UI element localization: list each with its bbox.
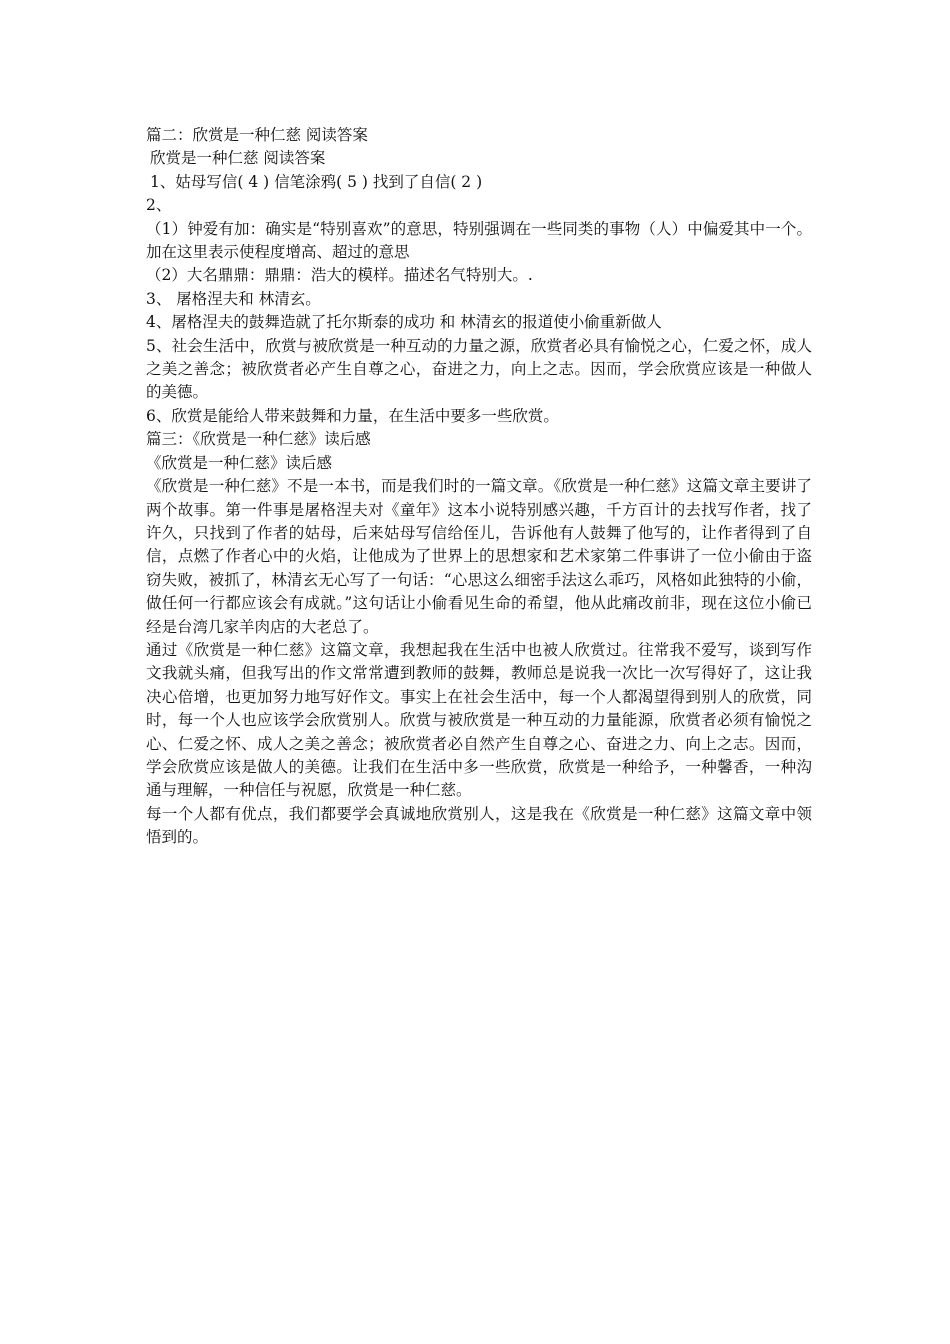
answer-3: 3、 屠格涅夫和 林清玄。: [146, 289, 321, 308]
paragraph-1: 《欣赏是一种仁慈》不是一本书，而是我们时的一篇文章。《欣赏是一种仁慈》这篇文章主要讲了两个故事。第一件事是屠格涅夫对《童年》这本小说特别感兴趣，千方百计的去找写作者，找了许久，只找到了作者的姑母，后来姑母写信给侄儿，告诉他有人鼓舞了他写的，让作者得到了自信，点燃了作者心中的火焰，让他成为了世界上的思想家和艺术家第二件事讲了一位小偷由于盗窃失败，被抓了，林清玄无心写了一句话：“心思这么细密手法这么乖巧，风格如此独特的小偷，做任何一行都应该会有成就。”这句话让小偷看见生命的希望，他从此痛改前非，现在这位小偷已经是台湾几家羊肉店的大老总了。: [146, 477, 812, 636]
answer-6: 6、欣赏是能给人带来鼓舞和力量，在生活中要多一些欣赏。: [146, 406, 559, 425]
subheading-reflection: 《欣赏是一种仁慈》读后感: [146, 453, 333, 472]
document-body: [146, 124, 812, 850]
heading-part-two: 篇二：欣赏是一种仁慈 阅读答案: [146, 126, 368, 144]
answer-1: 1、姑母写信( 4 ) 信笔涂鸦( 5 ) 找到了自信( 2 ): [150, 172, 483, 191]
paragraph-3: 每一个人都有优点，我们都要学会真诚地欣赏别人，这是我在《欣赏是一种仁慈》这篇文章中领悟到的。: [146, 804, 812, 847]
answer-2-part-1: （1）钟爱有加：确实是“特别喜欢”的意思，特别强调在一些同类的事物（人）中偏爱其中一个。加在这里表示使程度增高、超过的意思: [146, 219, 812, 262]
answer-2-part-2: （2）大名鼎鼎：鼎鼎：浩大的模样。描述名气特别大。.: [146, 266, 533, 285]
subheading-answers: 欣赏是一种仁慈 阅读答案: [150, 149, 326, 168]
answer-5: 5、社会生活中，欣赏与被欣赏是一种互动的力量之源，欣赏者必具有愉悦之心，仁爱之怀，成人之美之善念；被欣赏者必产生自尊之心，奋进之力，向上之志。因而，学会欣赏应该是一种做人的美德。: [146, 336, 812, 402]
answer-4: 4、屠格涅夫的鼓舞造就了托尔斯泰的成功 和 林清玄的报道使小偷重新做人: [146, 313, 662, 332]
heading-part-three: 篇三：《欣赏是一种仁慈》读后感: [146, 430, 371, 449]
paragraph-2: 通过《欣赏是一种仁慈》这篇文章，我想起我在生活中也被人欣赏过。往常我不爱写，谈到写作文我就头痛，但我写出的作文常常遭到教师的鼓舞，教师总是说我一次比一次写得好了，这让我决心倍增，也更加努力地写好作文。事实上在社会生活中，每一个人都渴望得到别人的欣赏，同时，每一个人也应该学会欣赏别人。欣赏与被欣赏是一种互动的力量能源，欣赏者必须有愉悦之心、仁爱之怀、成人之美之善念；被欣赏者必自然产生自尊之心、奋进之力、向上之志。因而，学会欣赏应该是做人的美德。让我们在生活中多一些欣赏，欣赏是一种给予，一种馨香，一种沟通与理解，一种信任与祝愿，欣赏是一种仁慈。: [146, 640, 812, 800]
answer-2-label: 2、: [146, 196, 172, 215]
